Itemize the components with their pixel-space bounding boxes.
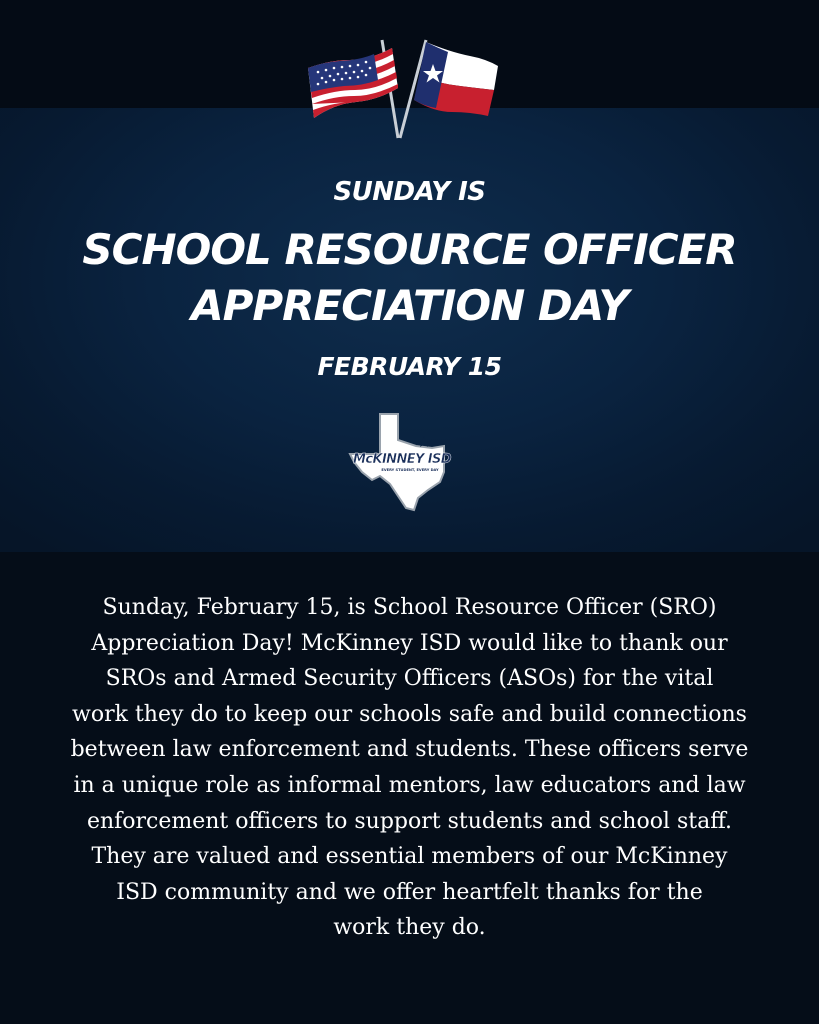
body-line: work they do. xyxy=(333,915,486,941)
body-line: enforcement officers to support students and school staff. xyxy=(86,808,733,834)
page-title xyxy=(0,222,819,334)
body-line: between law enforcement and students. These officers serve xyxy=(70,737,749,763)
body-paragraph xyxy=(40,590,779,946)
title-line-1: SCHOOL RESOURCE OFFICER xyxy=(82,225,737,274)
texas-flag-icon xyxy=(400,40,498,138)
body-line: work they do to keep our schools safe and build connections xyxy=(72,701,747,727)
logo-wordmark: McKINNEY ISD xyxy=(353,452,451,467)
body-line: in a unique role as informal mentors, law educators and law xyxy=(73,772,746,798)
body-line: Sunday, February 15, is School Resource Officer (SRO) xyxy=(102,595,717,620)
body-line: ISD community and we offer heartfelt thanks for the xyxy=(116,879,703,905)
kicker-text: SUNDAY IS xyxy=(333,177,486,207)
event-date: FEBRUARY 15 xyxy=(317,352,502,381)
body-line: They are valued and essential members of our McKinney xyxy=(91,844,728,870)
title-line-2: APPRECIATION DAY xyxy=(191,281,628,330)
body-line: Appreciation Day! McKinney ISD would like to thank our xyxy=(91,630,728,656)
crossed-flags xyxy=(300,30,510,145)
body-line: SROs and Armed Security Officers (ASOs) for the vital xyxy=(105,666,714,692)
us-flag-icon xyxy=(308,40,398,138)
logo-tagline: EVERY STUDENT, EVERY DAY xyxy=(381,468,439,472)
mckinney-isd-logo xyxy=(344,410,464,514)
